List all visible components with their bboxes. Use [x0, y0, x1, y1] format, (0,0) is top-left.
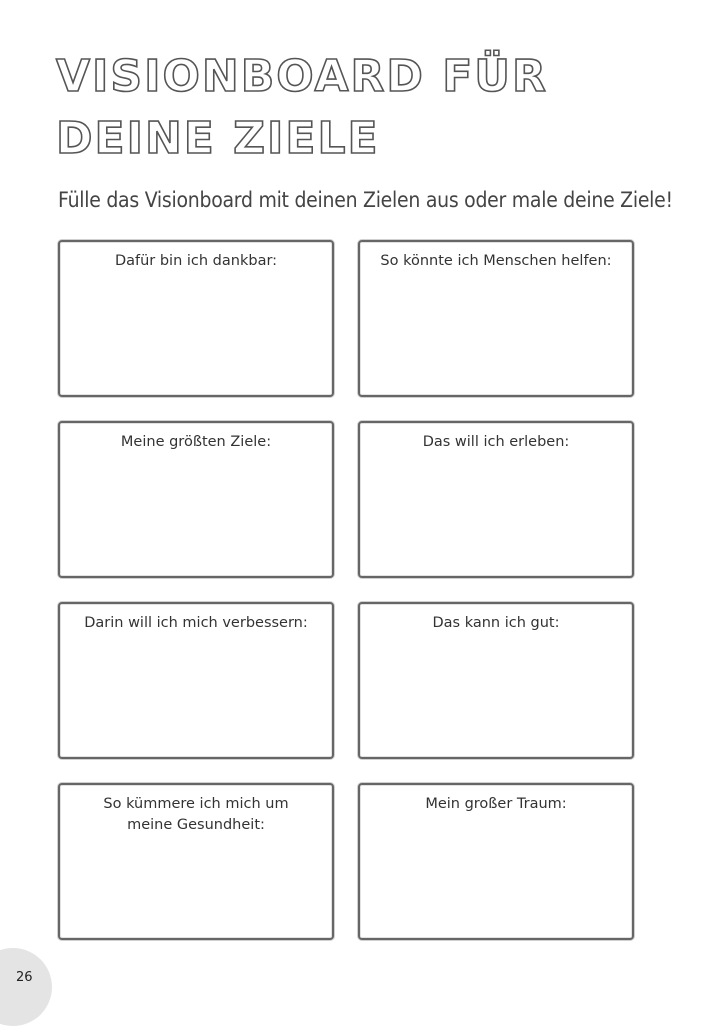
- instruction-text: Fülle das Visionboard mit deinen Zielen aus oder male deine Ziele!: [58, 188, 673, 212]
- box-dream[interactable]: [358, 783, 634, 940]
- page-title: [56, 46, 548, 170]
- box-health[interactable]: [58, 783, 334, 940]
- page-number-badge: [0, 948, 52, 1026]
- box-label: Das kann ich gut:: [432, 615, 560, 631]
- box-label: Das will ich erleben:: [422, 434, 570, 450]
- title-line-1: VISIONBOARD FÜR: [56, 51, 548, 102]
- box-label: So kümmere ich mich um meine Gesundheit:: [103, 796, 289, 833]
- box-biggest-goals[interactable]: [58, 421, 334, 578]
- box-label: Dafür bin ich dankbar:: [114, 253, 278, 269]
- box-label: Meine größten Ziele:: [120, 434, 272, 450]
- title-line-2: DEINE ZIELE: [56, 113, 380, 164]
- box-improve[interactable]: [58, 602, 334, 759]
- box-experience[interactable]: [358, 421, 634, 578]
- box-good-at[interactable]: [358, 602, 634, 759]
- page-number: 26: [16, 970, 33, 985]
- box-label: Mein großer Traum:: [425, 796, 567, 812]
- box-help-people[interactable]: [358, 240, 634, 397]
- box-label: So könnte ich Menschen helfen:: [380, 253, 612, 269]
- box-grateful[interactable]: [58, 240, 334, 397]
- box-label: Darin will ich mich verbessern:: [84, 615, 308, 631]
